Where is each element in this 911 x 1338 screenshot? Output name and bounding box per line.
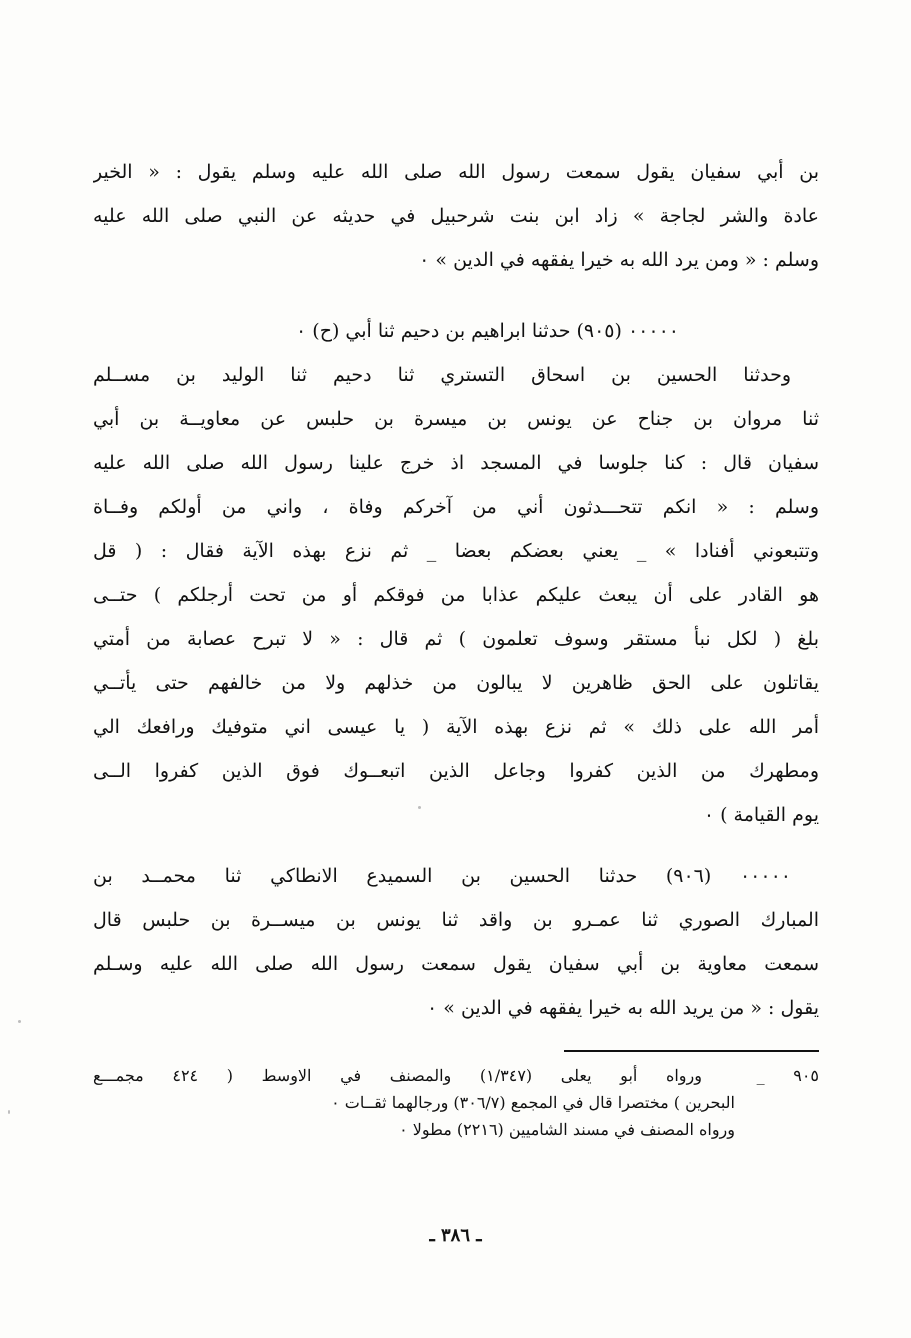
text-line: المبارك الصوري ثنا عمـرو بن واقد ثنا يونس بن ميســرة بن حلبس قال <box>93 909 819 931</box>
text-line: بلغ ( لكل نبأ مستقر وسوف تعلمون ) ثم قال : « لا تبرح عصابة من أمتي <box>93 628 819 650</box>
footnote-label: ٩٠٥ _ <box>756 1066 819 1085</box>
scan-speck <box>18 1020 21 1023</box>
text-line: يوم القيامة ) ٠ <box>703 804 819 826</box>
text-line: سفيان قال : كنا جلوسا في المسجد اذ خرج علينا رسول الله صلى الله عليه <box>93 452 819 474</box>
hadith-906-body <box>93 854 819 1030</box>
hadith-905-body <box>93 353 819 837</box>
footnote-text: ورواه أبو يعلى (١/٣٤٧) والمصنف في الاوسط ( ٤٢٤ مجمـــع <box>93 1066 702 1085</box>
text-line: وحدثنا الحسين بن اسحاق التستري ثنا دحيم ثنا الوليد بن مســلم <box>93 364 791 386</box>
page-number: ـ ٣٨٦ ـ <box>429 1225 482 1246</box>
text-line: وسلم : « انكم تتحـــدثون أني من آخركم وفاة ، واني من أولكم وفــاة <box>93 496 819 518</box>
text-line: يقاتلون على الحق ظاهرين لا يبالون من خذلهم ولا من خالفهم حتى يأتــي <box>93 672 819 694</box>
text-line: بن أبي سفيان يقول سمعت رسول الله صلى الله عليه وسلم يقول : « الخير <box>93 161 819 183</box>
footnotes <box>93 1062 819 1143</box>
text-line: وسلم : « ومن يرد الله به خيرا يفقهه في الدين » ٠ <box>419 249 819 271</box>
footnote-line: البحرين ) مختصرا قال في المجمع (٣٠٦/٧) ورجالهما ثقــات ٠ <box>331 1093 735 1112</box>
text-line: يقول : « من يريد الله به خيرا يفقهه في الدين » ٠ <box>427 997 819 1019</box>
text-line: هو القادر على أن يبعث عليكم عذابا من فوقكم أو من تحت أرجلكم ) حتــى <box>93 584 819 606</box>
footnote-line: ورواه المصنف في مسند الشاميين (٢٢١٦) مطولا ٠ <box>399 1120 735 1139</box>
text-line: ومطهرك من الذين كفروا وجاعل الذين اتبعــوك فوق الذين كفروا الــى <box>93 760 819 782</box>
scan-speck <box>418 806 421 809</box>
text-line: سمعت معاوية بن أبي سفيان يقول سمعت رسول الله صلى الله عليه وسـلم <box>93 953 819 975</box>
text-line: أمر الله على ذلك » ثم نزع بهذه الآية ( يا عيسى اني متوفيك ورافعك الي <box>93 716 819 738</box>
hadith-905-heading: ٠٠٠٠٠ (٩٠٥) حدثنا ابراهيم بن دحيم ثنا أبي (ح) ٠ <box>296 320 679 342</box>
text-line: ٠٠٠٠٠ (٩٠٦) حدثنا الحسين بن السميدع الانطاكي ثنا محمــد بن <box>93 865 791 887</box>
text-line: وتتبعوني أفنادا » _ يعني بعضكم بعضا _ ثم نزع بهذه الآية فقال : ( قل <box>93 540 819 562</box>
paragraph-continuation <box>93 150 819 282</box>
text-line: عادة والشر لجاجة » زاد ابن بنت شرحبيل في حديثه عن النبي صلى الله عليه <box>93 205 819 227</box>
footnote-line <box>93 1062 819 1089</box>
text-line: ثنا مروان بن جناح عن يونس بن ميسرة بن حلبس عن معاويــة بن أبي <box>93 408 819 430</box>
scan-speck <box>8 1110 10 1114</box>
footnote-separator <box>564 1050 819 1052</box>
